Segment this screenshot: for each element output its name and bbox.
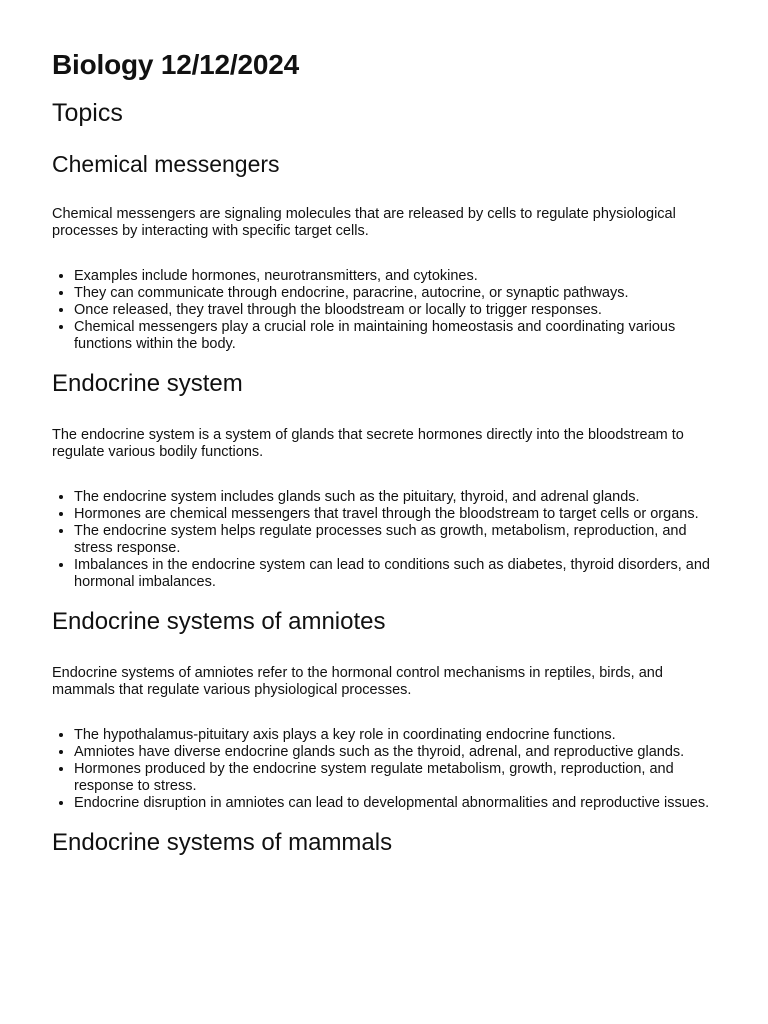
list-item: • Hormones produced by the endocrine system regulate metabolism, growth, reproduction, and response to stress. <box>74 761 720 795</box>
section-description: Chemical messengers are signaling molecules that are released by cells to regulate physiological processes by interacting with specific target cells. <box>52 206 676 239</box>
section-endocrine-systems-of-amniotes <box>52 607 716 812</box>
section-description: The endocrine system is a system of glands that secrete hormones directly into the bloodstream to regulate various bodily functions. <box>52 427 684 460</box>
section-bullet-list <box>52 268 720 353</box>
list-item: • The endocrine system includes glands such as the pituitary, thyroid, and adrenal glands. <box>74 489 720 506</box>
section-heading: Endocrine system <box>52 370 243 397</box>
section-heading: Chemical messengers <box>52 151 280 177</box>
list-item: • Imbalances in the endocrine system can lead to conditions such as diabetes, thyroid disorders, and hormonal imbalances. <box>74 557 720 591</box>
list-item: • Examples include hormones, neurotransmitters, and cytokines. <box>74 268 720 285</box>
list-item: • Chemical messengers play a crucial role in maintaining homeostasis and coordinating various functions within the body. <box>74 319 720 353</box>
list-item: • Hormones are chemical messengers that travel through the bloodstream to target cells or organs. <box>74 506 720 523</box>
section-chemical-messengers <box>52 150 716 353</box>
list-item: • Amniotes have diverse endocrine glands such as the thyroid, adrenal, and reproductive glands. <box>74 744 720 761</box>
section-endocrine-system <box>52 369 716 591</box>
document-title: Biology 12/12/2024 <box>52 49 299 80</box>
section-heading: Endocrine systems of mammals <box>52 829 393 856</box>
section-heading: Endocrine systems of amniotes <box>52 608 386 635</box>
section-description: Endocrine systems of amniotes refer to the hormonal control mechanisms in reptiles, birds, and mammals that regulate various physiological processes. <box>52 665 663 698</box>
list-item: • The endocrine system helps regulate processes such as growth, metabolism, reproduction, and stress response. <box>74 523 720 557</box>
list-item: • They can communicate through endocrine, paracrine, autocrine, or synaptic pathways. <box>74 285 720 302</box>
list-item: • Endocrine disruption in amniotes can lead to developmental abnormalities and reproductive issues. <box>74 795 720 812</box>
section-bullet-list <box>52 489 720 591</box>
topics-heading: Topics <box>52 99 123 127</box>
list-item: • The hypothalamus-pituitary axis plays a key role in coordinating endocrine functions. <box>74 727 720 744</box>
list-item: • Once released, they travel through the bloodstream or locally to trigger responses. <box>74 302 720 319</box>
section-bullet-list <box>52 727 720 812</box>
section-endocrine-systems-of-mammals <box>52 828 716 858</box>
